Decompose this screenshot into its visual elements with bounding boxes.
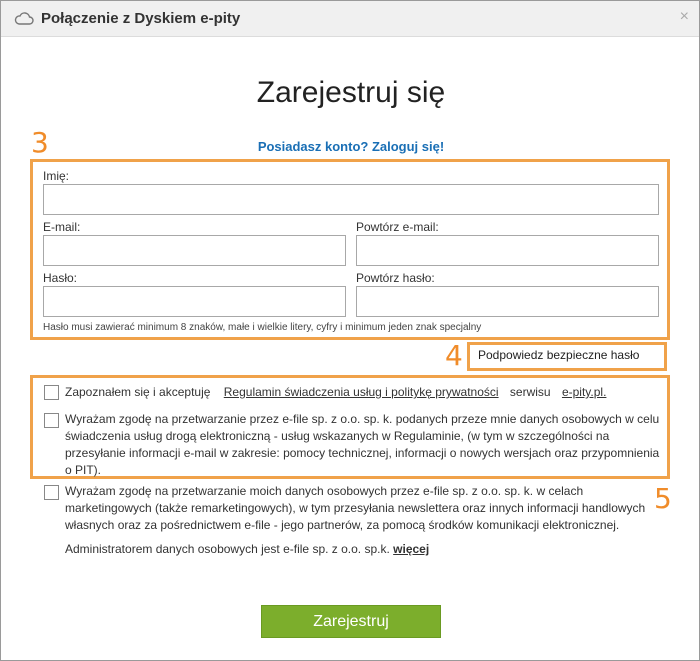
data-processing-checkbox[interactable] — [44, 413, 59, 428]
email-label: E-mail: — [43, 220, 81, 234]
password-hint: Hasło musi zawierać minimum 8 znaków, małe i wielkie litery, cyfry i minimum jeden znak specjalny — [43, 322, 482, 333]
window-title: Połączenie z Dyskiem e-pity — [41, 10, 241, 27]
title-bar — [1, 1, 699, 37]
password-repeat-label: Powtórz hasło: — [356, 271, 435, 285]
cloud-icon — [14, 11, 34, 30]
terms-link[interactable]: Regulamin świadczenia usług i politykę prywatności — [223, 385, 499, 399]
marketing-text: Wyrażam zgodę na przetwarzanie moich danych osobowych przez e-file sp. z o.o. sp. k. w celach marketingowych (także remarketingowych), w tym przesyłania newslettera oraz innych informacji handlowych własnych oraz za pośrednictwem e-file - jego partnerów, za pomocą środków komunikacji elektronicznej. — [65, 484, 646, 532]
close-icon[interactable]: × — [679, 8, 689, 25]
terms-checkbox[interactable] — [44, 385, 59, 400]
login-link[interactable]: Posiadasz konto? Zaloguj się! — [257, 139, 445, 154]
terms-prefix: Zapoznałem się i akceptuję — [65, 385, 211, 399]
name-input[interactable] — [43, 184, 659, 215]
name-label: Imię: — [43, 169, 70, 183]
password-repeat-input[interactable] — [356, 286, 659, 317]
email-repeat-label: Powtórz e-mail: — [356, 220, 439, 234]
marketing-checkbox[interactable] — [44, 485, 59, 500]
suggest-password-button[interactable]: Podpowiedz bezpieczne hasło — [472, 346, 662, 366]
admin-label: Administratorem danych osobowych jest e-file sp. z o.o. sp.k. — [65, 542, 390, 556]
email-input[interactable] — [43, 235, 346, 266]
password-label: Hasło: — [43, 271, 78, 285]
annotation-number-5: 5 — [654, 482, 672, 515]
admin-text — [65, 541, 429, 558]
page-title: Zarejestruj się — [256, 76, 446, 109]
password-input[interactable] — [43, 286, 346, 317]
terms-text — [65, 384, 606, 401]
register-button[interactable]: Zarejestruj — [261, 605, 441, 638]
data-processing-text: Wyrażam zgodę na przetwarzanie przez e-file sp. z o.o. sp. k. podanych przeze mnie danych osobowych w celu świadczenia usług drogą elektroniczną - usług wskazanych w Regulaminie, (w tym w szczególności na przesyłanie informacji e-mail w zakresie: pomocy technicznej, informacji o nowych wersjach oraz przypomnienia o PIT). — [65, 412, 660, 477]
site-link[interactable]: e-pity.pl. — [561, 385, 607, 399]
email-repeat-input[interactable] — [356, 235, 659, 266]
terms-mid: serwisu — [509, 385, 551, 399]
annotation-number-3: 3 — [31, 126, 49, 159]
annotation-number-4: 4 — [445, 339, 463, 372]
more-link[interactable]: więcej — [393, 542, 430, 556]
